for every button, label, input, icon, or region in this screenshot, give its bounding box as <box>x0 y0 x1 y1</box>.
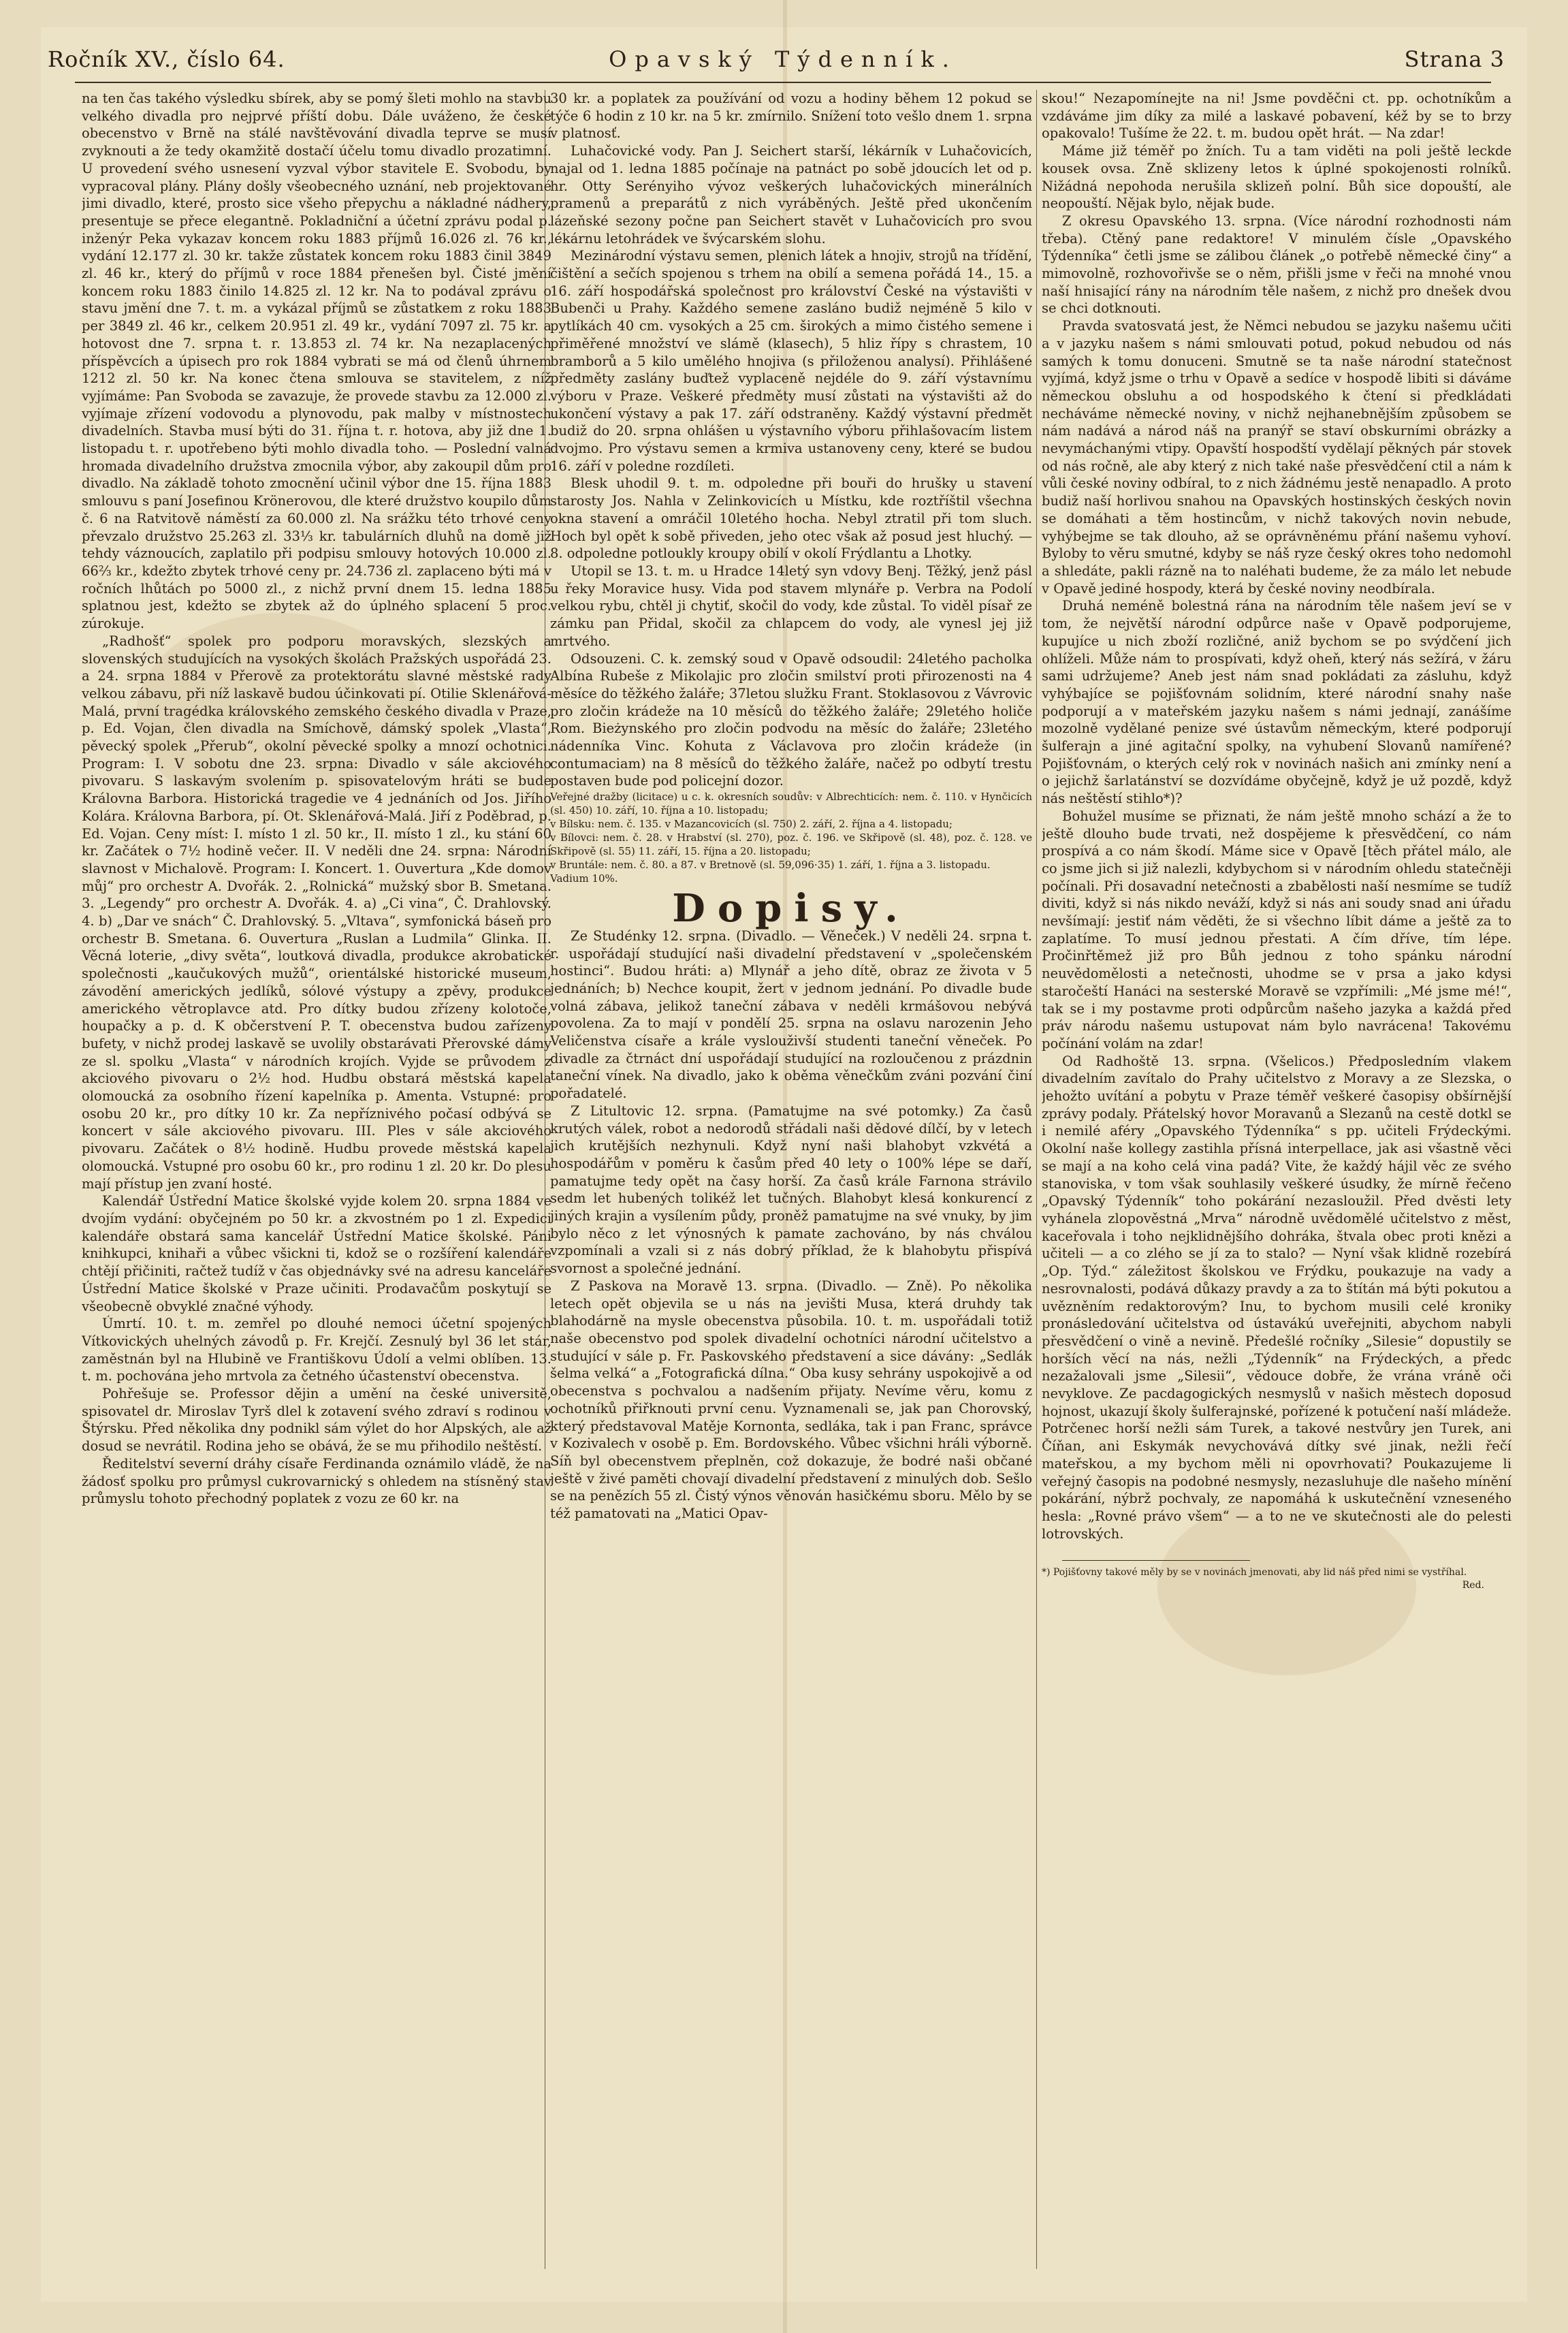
page-number: Strana 3 <box>1404 46 1505 72</box>
volume-number: Ročník XV., číslo 64. <box>48 46 285 72</box>
letter-opavsky-paragraph-2: Pravda svatosvatá jest, že Němci nebudou se jazyku našemu učiti a v jazyku našem s námi smlouvati potud, pokud nebudou od nás samých k tomu donuceni. Smutně se ta naše národní statečnost vyjímá, když jsme o trhu v Opavě a sedíce v hospodě libiti si dáváme německou obsluhu a od hospodského k čtení si předkládati necháváme německé noviny, v nichž nejhanebnějším způsobem se nám nadává a národ náš na pranýř se staví obskurními obrázky a nevymáchanými vtipy. Opavští hospodští vydělají pěkných pár stovek od nás ročně, ale aby který z nich také naše přesvědčení ctil a nám k vůli české noviny odbíral, to z nich žádnému jestě nenapadlo. A proto budiž naší horlivou snahou na Opavských hostinských českých novin se domáhati a těm hostincům, v nichž takových novin nebude, vyhýbejme se tak dlouho, až se oprávněnému přání našemu vyhoví. Byloby to věru smutné, kdyby se náš ryze český okres toho nedomohl a shledáte, pakli rázně na to naléhati budeme, že za málo let nebude v Opavě jediné hospody, která by české noviny neodbírala. <box>1042 318 1511 597</box>
article-kalendar-matice: Kalendář Ústřední Matice školské vyjde kolem 20. srpna 1884 ve dvojím vydání: obyčejném po 50 kr. a zkvostném po 1 zl. Expedici kalendáře obstará sama kancelář Ústřední Matice školské. Páni knihkupci, knihaři a vůbec všickni ti, kdož se o rozšíření kalendáře chtějí přičiniti, račtež tudíž v čas objednávky své na adresu kanceláře Ústřední Matice školské v Praze učiniti. Prodavačům poskytují se všeobecně obvyklé značné výhody. <box>82 1193 551 1314</box>
article-odsouzeni: Odsouzeni. C. k. zemský soud v Opavě odsoudil: 24letého pacholka Albína Rubeše z Mikolajic pro zločin smilství proti přirozenosti na 4 měsíce do těžkého žaláře; 37letou služku Frant. Stoklasovou z Vávrovic pro zločin krádeže na 10 měsíců do těžkého žaláře; 29letého holiče Rom. Bieżynského pro zločin podvodu na měsíc do žaláře; 23letého nádenníka Vinc. Kohuta z Václavova pro zločin krádeže (in contumaciam) na 8 měsíců do těžkého žaláře, načež po odbytí trestu postaven bude pod policejní dozor. <box>550 650 1032 789</box>
footnote-text: *) Pojišťovny takové měly by se v novinách jmenovati, aby lid náš před nimi se vystříhal. <box>1042 1567 1467 1578</box>
letter-opavsky-paragraph-4: Bohužel musíme se přiznati, že nám ještě mnoho schází a že to ještě dlouho bude trvati, než dospějeme k přesvědčení, co nám prospívá a co nám škodí. Máme sice v Opavě [těch přátel málo, ale co jsme jich si již nalezli, kdybychom si v národním ohledu statečněji počínali. Při dosavadní netečnosti a zbabělosti naší nesmíme se tudíž diviti, když si nás nikdo neváží, když si nás ani soudy snad ani úřadu nevšímají: jestiť nám věděti, že si všechno líbit dáme a ještě za to zaplatíme. To musí jednou přestati. A čím dříve, tím lépe. Pročinřtěmež již pro Bůh jednou z toho spánku národní neuvědomělosti a netečnosti, uhodme se v prsa a jako kdysi staročeští Hanáci na sesterské Moravě se vzpřímili: „Mé jsme mé!“, tak se i my postavme proti odpůrcům našeho jazyka a každá před práv národu našemu ustupovat nám bylo navrácena! Takovému počínání volám na zdar! <box>1042 808 1511 1051</box>
article-divadlo-brno: na ten čas takého výsledku sbírek, aby se pomý šleti mohlo na stavbu velkého divadla pro nejprvé příští dobu. Dále uváženo, že české obecenstvo v Brně na stálé navštěvování divadla teprve se musí zvyknouti a že tedy okamžitě dostačí účelu tomu divadlo prozatimní. U provedení svého usnesení vyzval výbor stavitele E. Svobodu, by vypracoval plány. Plány došly všeobecného uznání, neb projektované jimi divadlo, které, prosto sice všeho přepychu a nákladné nádhery, presentuje se přece elegantně. Pokladniční a účetní zprávu podal p. inženýr Peka vykazav koncem roku 1883 příjmů 16.026 zl. 76 kr., vydání 12.177 zl. 30 kr. takže zůstatek koncem roku 1883 činil 3849 zl. 46 kr., který do příjmů v roce 1884 přenešen byl. Čisté jmění koncem roku 1883 činilo 14.825 zl. 12 kr. Na to podával zprávu o stavu jmění dne 7. t. m. a vykázal příjmů se zůstatkem z roku 1883 per 3849 zl. 46 kr., celkem 20.951 zl. 49 kr., vydání 7097 zl. 75 kr. a hotovost dne 7. srpna t. r. 13.853 zl. 74 kr. Na nezaplacených příspěvcích a úpisech pro rok 1884 vybrati se má od členů úhrnem 1212 zl. 50 kr. Na konec čtena smlouva se stavitelem, z níž vyjímáme: Pan Svoboda se zavazuje, že provede stavbu za 12.000 zl. vyjímaje zřízení vodovodu a plynovodu, pak malby v místnostech divadelních. Stavba musí býti do 31. října t. r. hotova, aby již dne 1. listopadu t. r. upotřebeno býti mohlo divadla toho. — Poslední valná hromada divadelního družstva zmocnila výbor, aby zakoupil dům pro divadlo. Na základě tohoto zmocnění učinil výbor dne 15. října 1883 smlouvu s paní Josefinou Krönerovou, dle které družstvo koupilo dům č. 6 na Ratvitově náměstí za 60.000 zl. Na srážku této trhové ceny převzalo družstvo 25.263 zl. 33⅓ kr. tabulárních dluhů na domě již tehdy váznoucích, zaplatilo při podpisu smlouvy hotových 10.000 zl. 66⅔ kr., kdežto zbytek trhové ceny pr. 24.736 zl. zaplaceno býti má v ročních lhůtách po 5000 zl., z nichž první dnem 15. ledna 1885 splatnou jest, kdežto se zbytek až do úplného splacení 5 proc. zúrokuje. <box>82 91 551 632</box>
column-2 <box>550 90 1032 2269</box>
auctions-vadium: Vadium 10%. <box>550 872 618 885</box>
letter-od-radhoste: Od Radhoště 13. srpna. (Všelicos.) Předposledním vlakem divadelním zavítalo do Prahy učitelstvo z Moravy a ze Slezska, o jehožto uvítání a pobytu v Praze téměř veškeré časopisy obšírnější zprávy podaly. Přátelský hovor Moravanů a Slezanů na cestě dotkl se i nemilé aféry „Opavského Týdenníka“ s pp. učiteli Frýdeckými. Okolní naše kollegy zastihla přísná interpellace, jak asi všastně věci se mají a na koho celá vina padá? Vite, že každý hájil věc ze svého stanoviska, v tom však souhlasily veškeré úsudky, že mírně řečeno „Opavský Týdenník“ toho pokárání nezasloužil. Před dvěsti lety vyhánela zlopověstná „Mrva“ národně uvědomělé učitelstvo z měst, kaceřovala i toho nejklidnějšího dohráka, štvala obec proti knězi a učiteli — a co zlého se jí za to stalo? — Nyní však klidně rozebírá „Op. Týd.“ záležitost školskou ve Frýdku, poukazuje na vady a nesrovnalosti, podává důkazy pravdy a za to štítán má býti pokutou a uvězněním redaktorovým? Inu, to bychom musili celé kroniky pronásledování učitelstva od ústavákú uveřejniti, abychom nabyli přesvědčení o vině a nevině. Předešlé ročníky „Silesie“ dopustily se horších věcí na nás, nežli „Týdenník“ na Frýdeckých, a předc nezažalovali jsme „Silesii“, vědouce dobře, že vrána vráně oči nevyklove. Ze pacdagogických nesmyslů v našich městech doposud hojnost, ukazují školy šulferajnské, pořízené k potučení naší mládeže. Potrčenec horší nežli sám Turek, a takové nestvůry jen Turek, ani Číňan, ani Eskymák nevychovává dítky své jinak, nežli řečí mateřskou, a my bychom měli ni opovrhovati? Poukazujeme li veřejný časopis na podobné nesmysly, nezasluhuje dle našeho mínění pokárání, nýbrž pochvaly, ze napomáhá k uskutečnění vzneseného hesla: „Rovné právo všem“ — a to ne ve skutečnosti ale do pelesti lotrovských. <box>1042 1053 1511 1542</box>
letter-z-paskova: Z Paskova na Moravě 13. srpna. (Divadlo. — Zně). Po několika letech opět objevila se u nás na jevišti Musa, která druhdy tak blahodárně na mysle obecenstva působila. 10. t. m. uspořádali totiž naše obecenstvo pod spolek divadelní ochotníci národní učitelstvo a studující v sále p. Fr. Paskovského představení a sice dávány: „Sedlák šelma velká“ a „Fotografická dílna.“ Oba kusy sehrány uspokojivě a od obecenstva s pochvalou a nadšením přijaty. Nevíme věru, komu z ochotníků přiřknouti první cenu. Vyznamenali se, jak pan Chorovský, který představoval Matěje Kornonta, sedláka, tak i pan Franc, správce v Kozivalech v osobě p. Em. Bordovského. Vůbec všichni hráli výborně. Síň byl obecenstvem přeplněn, což dokazuje, že bodré naši občané ještě v živé paměti chovají divadelní představení z minulých dob. Sešlo se na penězích 55 zl. Čistý výnos věnován hasičkému sboru. Mělo by se též pamatovati na „Matici Opav- <box>550 1277 1032 1522</box>
article-radhost-spolek: „Radhošť“ spolek pro podporu moravských, slezských a slovenských studujících na vysokých školách Pražských uspořádá 23. a 24. srpna 1884 v Přerově za protektorátu slavné městské rady velkou zábavu, při níž laskavě budou účinkovati pí. Otilie Sklenářová-Malá, první tragédka královského zemského českého divadla v Praze, p. Ed. Vojan, člen divadla na Smíchově, dámský spolek „Vlasta“, pěvecký spolek „Přerub“, okolní pěvecké spolky a mnozí ochotnici. Program: I. V sobotu dne 23. srpna: Divadlo v sále akciového pivovaru. S laskavým svolením p. spisovatelovým hráti se bude Královna Barbora. Historická tragedie ve 4 jednáních od Jos. Jiřího Kolára. Královna Barbora, pí. Ot. Sklenářová-Malá. Jiří z Poděbrad, p. Ed. Vojan. Ceny míst: I. místo 1 zl. 50 kr., II. místo 1 zl., ku stání 60 kr. Začátek o 7½ hodině večer. II. V neděli dne 24. srpna: Národní slavnost v Michalově. Program: I. Koncert. 1. Ouvertura „Kde domov můj“ pro orchestr A. Dvořák. 2. „Rolnická“ mužský sbor B. Smetana. 3. „Legendy“ pro orchestr A. Dvořák. 4. a) „Ci vina“, Č. Drahlovský. 4. b) „Dar ve snách“ Č. Drahlovský. 5. „Vltava“, symfonická báseň pro orchestr B. Smetana. 6. Ouvertura „Ruslan a Ludmila“ Glinka. II. Věcná loterie, „divy světa“, loutková divadla, produkce akrobatické společnosti „kaučukových mužů“, orientálské historické museum, závodění amerických jedlíků, sólové výstupy a zpěvy, produkce amerického větroplavce atd. Pro dítky budou zřízeny kolotoče, houpačky a p. d. K občerstvení P. T. obecenstva budou zařízeny bufety, v nichž prodej laskavě se uvolily obstarávati Přerovské dámy ze sl. spolku „Vlasta“ v národních krojích. Vyjde se průvodem z akciového pivovaru o 2½ hod. Hudbu obstará městská kapela olomoucká za osobního řízení kapelníka p. Amenta. Vstupné: pro osobu 20 kr., pro dítky 10 kr. Za nepříznivého počasí odbývá se koncert v sále akciového pivovaru. III. Ples v sále akciového pivovaru. Začátek o 8½ hodině. Hudbu provede městská kapela olomoucká. Vstupné pro osobu 60 kr., pro rodinu 1 zl. 20 kr. Do plesu mají přístup jen zvaní hosté. <box>82 633 551 1192</box>
footnote-rule <box>1062 1560 1250 1561</box>
letter-ze-studenky: Ze Studénky 12. srpna. (Divadlo. — Věneček.) V neděli 24. srpna t. r. uspořádají studující naši divadelní představení v „společenském hostinci“. Budou hráti: a) Mlynář a jeho dítě, obraz ze života v 5 jednáních; b) Nechce koupit, žert v jednom jednání. Po divadle bude volná zábava, jelikož taneční zábava v neděli krmášovou nebývá povolena. Za to mají v pondělí 25. srpna na oslavu narozenin Jeho Veličenstva císaře a krále vyslouživší studenti taneční věneček. Po divadle za čtrnáct dní uspořádají studující na rozloučenou z prázdnin taneční vínek. Na divadlo, jako k oběma věnečkům zváni pozvání činí pořadatelé. <box>550 927 1032 1102</box>
newspaper-title: Opavský Týdenník. <box>609 46 957 72</box>
auctions-notice: Veřejné dražby (licitace) u c. k. okresních soudův: v Albrechticích: nem. č. 110. v Hynčicích (sl. 450) 10. září, 10. října a 10. listopadu; <box>550 791 1032 817</box>
article-poplatek-cont: 30 kr. a poplatek za používání od vozu a hodiny během 12 pokud se týče 6 hodin z 10 kr. na 5 kr. zmírnilo. Snížení toto vešlo dnem 1. srpna v platnosť. <box>550 91 1032 142</box>
article-pohresuje-se: Pohřešuje se. Professor dějin a umění na české universitě, spisovatel dr. Miroslav Tyrš dlel k zotavení svého zdraví s rodinou v Štýrsku. Před několika dny podnikl sám výlet do hor Alpských, ale až dosud se nevrátil. Rodina jeho se obává, že se mu přihodilo neštěstí. <box>82 1386 551 1455</box>
auctions-bruntal: v Bruntále: nem. č. 80. a 87. v Bretnově (sl. 59,096·35) 1. září, 1. října a 3. listopadu. <box>550 859 991 872</box>
article-blesk-uhodil: Blesk uhodil 9. t. m. odpoledne při bouři do hrušky u stavení starosty Jos. Nahla v Zelinkovicích u Místku, kde roztříštil všechna okna stavení a omráčil 10letého hocha. Nebyl ztratil při tom sluch. Hoch byl opět k sobě přiveden, jeho otec však až posud jest hluchý. — 8. odpoledne potloukly kroupy obilí v okolí Frýdlantu a Lhotky. <box>550 475 1032 562</box>
article-luhacovicke-vody: Luhačovické vody. Pan J. Seichert starší, lékárník v Luhačovicích, najal od 1. ledna 1885 počínaje na patnáct po sobě jdoucích let od p. hr. Otty Serényiho vývoz veškerých luhačovických minerálních pramenů a preparátů z nich vyráběných. Ještě před ukončením lázeňské sezony počne pan Seichert stavět v Luhačovicích pro svou lékárnu letohrádek ve švýcarském slohu. <box>550 143 1032 247</box>
footnote <box>1042 1566 1511 1592</box>
auctions-bilsko: v Bílsku: nem. č. 135. v Mazancovicích (sl. 750) 2. září, 2. října a 4. listopadu; <box>550 818 953 831</box>
section-title-dopisy: Dopisy. <box>672 886 910 932</box>
masthead <box>48 41 1518 82</box>
article-severni-draha: Ředitelství severní dráhy císaře Ferdinanda oznámilo vládě, že na žádosť spolku pro průmysl cukrovarnický s ohledem na stísněný stav průmyslu tohoto přechodný poplatek z vozu ze 60 kr. na <box>82 1455 551 1507</box>
column-3 <box>1042 90 1511 2269</box>
letter-z-okresu-opavskeho: Z okresu Opavského 13. srpna. (Více národní rozhodnosti nám třeba). Ctěný pane redaktore! V minulém čísle „Opavského Týdenníka“ četli jsme se zálibou článek „o potřebě německé činy“ a mimovolně, rozhovořivše se o něm, přišli jsme v řeči na mnohé vnou naší hnisající rány na národním těle našem, z nichž pro dnešek dvou se chci dotknouti. <box>1042 212 1511 317</box>
auctions-bilovec: v Bílovci: nem. č. 28. v Hrabství (sl. 270), poz. č. 196. ve Skřipově (sl. 48), poz. č. 128. ve Skřipově (sl. 55) 11. září, 15. října a 20. listopadu; <box>550 831 1032 858</box>
footnote-signature: Red. <box>1462 1580 1484 1591</box>
letter-z-litultovic: Z Litultovic 12. srpna. (Pamatujme na své potomky.) Za časů krutých válek, robot a nedorodů střádali naši dědové dílčí, by v letech jich krutějších nezhynuli. Když nyní naši blahobyt vzkvétá a hospodářům v poměru k časům před 40 lety o 100% lépe se daří, pamatujme tedy opět na časy horší. Za časů krále Farnona strávilo sedm let hubených tolikéž let tučných. Blahobyt klesá konkurencí z jiných krajin a vysílením půdy, proněž pamatujme na své vnuky, by jim bylo něco z let výnosných k pamate zachováno, by nás chválou vzpomínali a vzali si z nás dobrý příklad, že k blahobytu přispívá svornost a společné jednání. <box>550 1102 1032 1277</box>
article-umrti: Úmrtí. 10. t. m. zemřel po dlouhé nemoci účetní spojených Vítkovických uhelných závodů p. Fr. Krejčí. Zesnulý byl 36 let stár, zaměstnán byl na Hlubině ve Františkovu Údolí a velmi oblíben. 13. t. m. pochována jeho mrtvola za četného účastenství obecenstva. <box>82 1316 551 1384</box>
letter-paskov-cont: skou!“ Nezapomínejte na ni! Jsme povděčni ct. pp. ochotníkům a vzdáváme jim díky za milé a laskavé pobavení, kéž by se to brzy opakovalo! Tušíme že 22. t. m. budou opět hrát. — Na zdar! <box>1042 91 1511 142</box>
letter-opavsky-paragraph-3: Druhá neméně bolestná rána na národním těle našem jeví se v tom, že největší národní odpůrce naše v Opavě podporujeme, kupujíce u nich zboží rozličné, aniž bychom se po svýdčení jich ohlíželi. Může nám to prospívati, když oheň, který nás sežírá, v žáru sami udržujeme? Aneb jest nám snad pokládati za zásluhu, když vyhýbajíce se pojišťovnám solidním, které národní snahy naše podporují a v mateřském jazyku našem s námi jednají, zanášíme mozolně vydělané penize své ústavům německým, které podporují šulferajn a jiné agitační spolky, na vyhubení Slovanů namířené? Pojišťovnám, o kterých celý rok v novinách našich ani zmínky není a o jejichž šarlatánství se dozvídáme obyčejně, když je už pozdě, když nás neštěstí stihlo*)? <box>1042 598 1511 807</box>
article-vystava-semen: Mezinárodní výstavu semen, plenich látek a hnojiv, strojů na třídění, čištění a sečích spojenou s trhem na obilí a semena pořádá 14., 15. a 16. září hospodářská společnost pro království České na výstavišti v Bubenči u Prahy. Každého semene zasláno budiž nejméně 5 kilo v pytlíkách 40 cm. vysokých a 25 cm. širokých a mimo čistého semene i přiměřené množství ve slámě (klasech), 5 hliz řípy s chrastem, 10 bramborů a 5 kilo umělého hnojiva (s přiloženou analysí). Přihlášené předměty zaslány buďtež vyplaceně nejdéle do 9. září výstavnímu výboru v Praze. Veškeré předměty musí zůstati na výstavišti až do ukončení výstavy a pak 17. září odstraněny. Každý výstavní předmět budiž do 20. srpna ohlášen u výstavního výboru přihlašovacím listem dvojmo. Pro výstavu semen a krmiva ustanoveny ceny, které se budou 16. září v poledne rozdíleti. <box>550 248 1032 474</box>
column-1 <box>82 90 551 2269</box>
header-rule <box>75 82 1491 83</box>
column-divider <box>1036 90 1037 2269</box>
article-utopil-se: Utopil se 13. t. m. u Hradce 14letý syn vdovy Benj. Těžký, jenž pásl u řeky Moravice husy. Vida pod stavem mlynáře p. Verbra na Podolí velkou rybu, chtěl ji chytiť, skočil do vody, kde zůstal. To viděl písař ze zámku pan Přidal, skočil za chlapcem do vody, ale vynesl jej již mrtvého. <box>550 562 1032 649</box>
article-zne: Máme již téměř po žních. Tu a tam viděti na poli ještě leckde kousek ovsa. Zně sklizeny letos k úplné spokojenosti rolníků. Nižádná nepohoda nerušila sklizeň polní. Bůh sice dopouští, ale neopouští. Nějak bylo, nějak bude. <box>1042 143 1511 212</box>
